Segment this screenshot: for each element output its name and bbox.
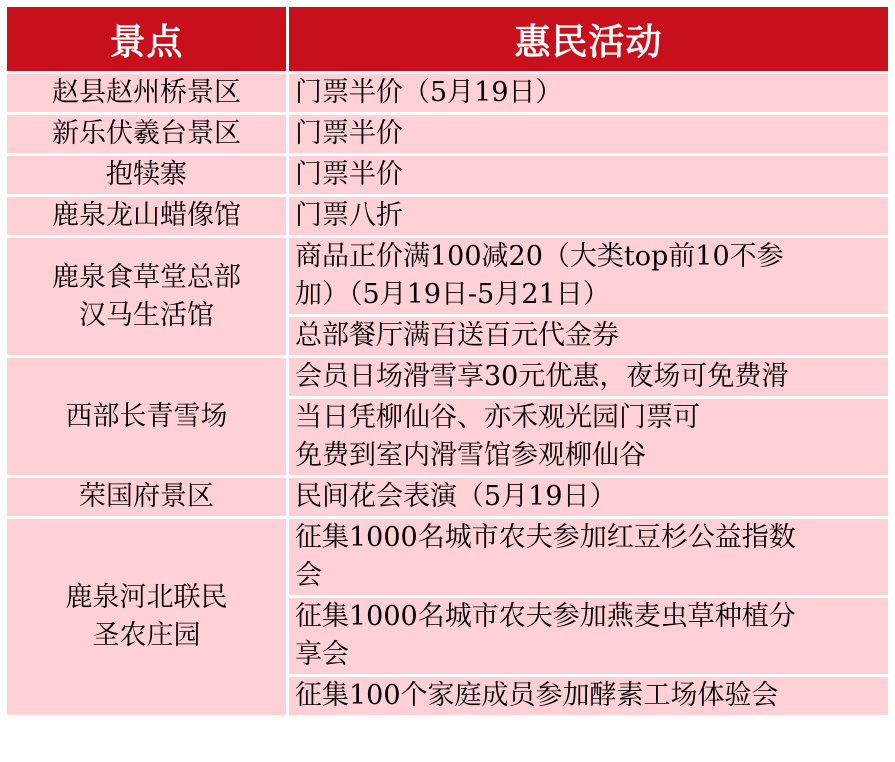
activity-cell bbox=[288, 357, 890, 398]
activity-text: 门票半价 bbox=[295, 159, 403, 190]
activity-text: 民间花会表演（5月19日） bbox=[295, 481, 617, 512]
site-name: 荣国府景区 bbox=[79, 481, 214, 512]
activity-text: 会员日场滑雪享30元优惠，夜场可免费滑 bbox=[295, 361, 789, 392]
activity-text: 门票八折 bbox=[295, 200, 403, 231]
activity-text: 征集100个家庭成员参加酵素工场体验会 bbox=[295, 680, 779, 711]
table-row bbox=[6, 237, 890, 316]
site-name: 鹿泉河北联民 bbox=[65, 582, 228, 613]
activity-cell bbox=[288, 398, 890, 477]
activity-cell bbox=[288, 597, 890, 676]
site-name: 抱犊寨 bbox=[106, 159, 187, 190]
table-row bbox=[6, 155, 890, 196]
site-name: 圣农庄园 bbox=[92, 620, 201, 651]
activity-text: 总部餐厅满百送百元代金券 bbox=[295, 320, 619, 351]
activity-cell bbox=[288, 196, 890, 237]
site-cell bbox=[6, 114, 288, 155]
activity-cell bbox=[288, 155, 890, 196]
site-name: 新乐伏羲台景区 bbox=[52, 118, 241, 149]
activity-text: 征集1000名城市农夫参加红豆杉公益指数 bbox=[295, 522, 796, 553]
site-cell bbox=[6, 196, 288, 237]
table-row bbox=[6, 477, 890, 518]
activity-text: 商品正价满100减20（大类top前10不参 bbox=[295, 241, 784, 272]
site-cell bbox=[6, 518, 288, 717]
activity-text: 享会 bbox=[295, 639, 349, 670]
activity-text: 免费到室内滑雪馆参观柳仙谷 bbox=[295, 440, 646, 471]
site-cell bbox=[6, 155, 288, 196]
activity-text: 会 bbox=[295, 560, 322, 591]
activity-text: 当日凭柳仙谷、亦禾观光园门票可 bbox=[295, 402, 700, 433]
site-name: 鹿泉龙山蜡像馆 bbox=[52, 200, 241, 231]
activity-cell bbox=[288, 477, 890, 518]
table-row bbox=[6, 73, 890, 114]
header-activity: 惠民活动 bbox=[288, 6, 890, 73]
site-cell bbox=[6, 477, 288, 518]
site-cell bbox=[6, 73, 288, 114]
activity-text: 征集1000名城市农夫参加燕麦虫草种植分 bbox=[295, 601, 796, 632]
activity-cell bbox=[288, 518, 890, 597]
activity-cell bbox=[288, 114, 890, 155]
activity-text: 门票半价 bbox=[295, 118, 403, 149]
site-name: 鹿泉食草堂总部 bbox=[52, 261, 241, 293]
site-cell bbox=[6, 357, 288, 477]
activity-cell bbox=[288, 316, 890, 357]
activity-cell bbox=[288, 237, 890, 316]
table-row bbox=[6, 196, 890, 237]
header-site: 景点 bbox=[6, 6, 288, 73]
site-cell bbox=[6, 237, 288, 357]
activities-table bbox=[4, 4, 891, 718]
activity-cell bbox=[288, 676, 890, 717]
header-row bbox=[6, 6, 890, 73]
table-row bbox=[6, 114, 890, 155]
activity-text: 门票半价（5月19日） bbox=[295, 77, 563, 108]
site-name: 赵县赵州桥景区 bbox=[52, 77, 241, 108]
site-name: 西部长青雪场 bbox=[65, 400, 228, 432]
table-row bbox=[6, 518, 890, 597]
activity-cell bbox=[288, 73, 890, 114]
table-row bbox=[6, 357, 890, 398]
activity-text: 加）（5月19日-5月21日） bbox=[295, 279, 610, 310]
site-name: 汉马生活馆 bbox=[79, 299, 214, 331]
